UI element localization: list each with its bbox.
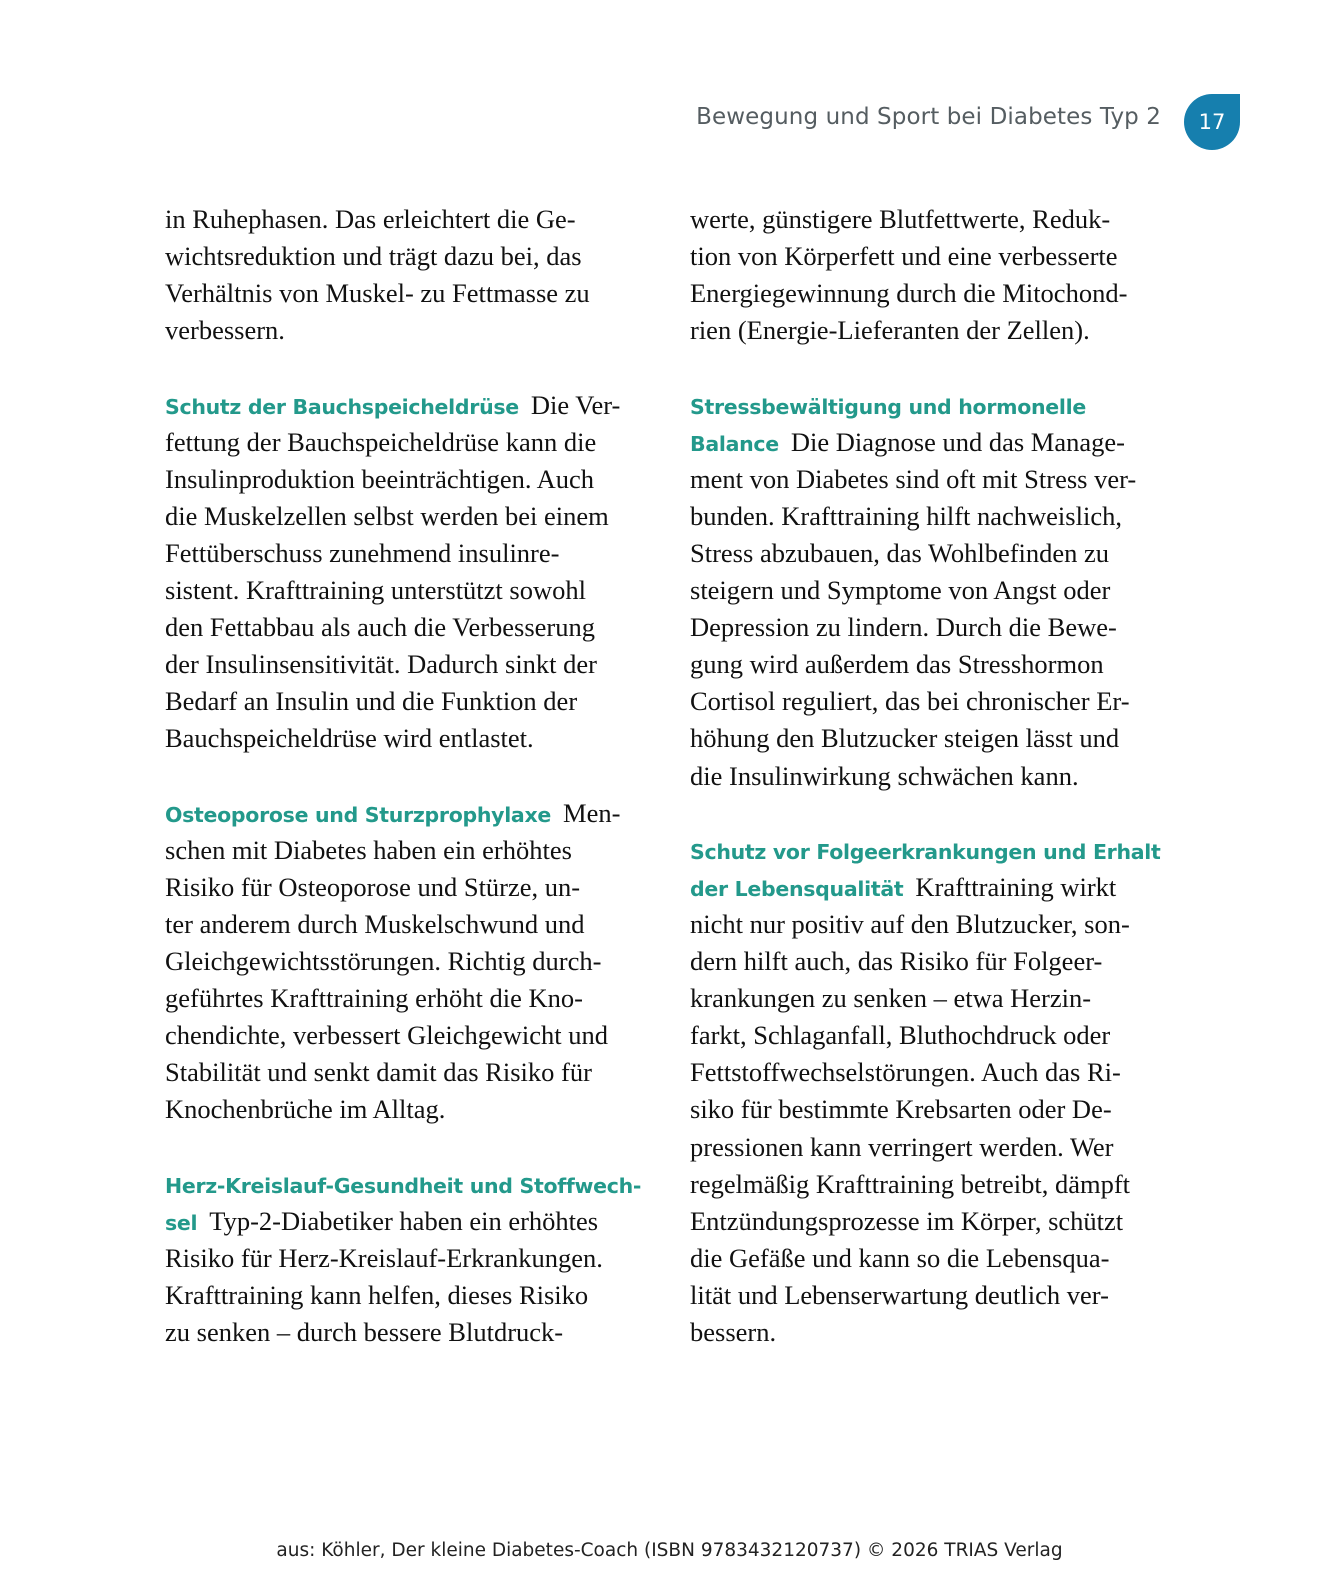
text-line — [690, 424, 1125, 461]
text-line — [690, 869, 1116, 906]
text-line — [165, 1054, 592, 1091]
text-line — [690, 609, 1117, 646]
text-line — [165, 498, 609, 535]
text-line — [165, 387, 620, 424]
body-text: tion von Körperfett und eine verbesserte — [690, 241, 1118, 272]
text-line — [165, 683, 577, 720]
body-text: Depression zu lindern. Durch die Bewe- — [690, 612, 1117, 643]
body-text: Cortisol reguliert, das bei chronischer Er- — [690, 686, 1130, 717]
text-line — [690, 387, 1098, 424]
body-text: Krafttraining wirkt — [915, 871, 1117, 902]
text-line — [690, 535, 1109, 572]
body-text: Risiko für Herz-Kreislauf-Erkrankungen. — [165, 1242, 603, 1273]
body-text: lität und Lebenserwartung deutlich ver- — [690, 1279, 1109, 1310]
text-line — [165, 535, 559, 572]
body-text: gung wird außerdem das Stresshormon — [690, 649, 1104, 680]
text-line — [165, 906, 584, 943]
body-text: verbessern. — [165, 315, 285, 346]
text-line — [165, 943, 601, 980]
body-text: steigern und Symptome von Angst oder — [690, 575, 1111, 605]
text-line — [165, 572, 586, 609]
body-text: den Fettabbau als auch die Verbesserung — [165, 612, 596, 643]
text-line — [690, 572, 1110, 609]
body-text: rien (Energie-Lieferanten der Zellen). — [690, 315, 1090, 346]
text-line — [165, 720, 534, 757]
text-line — [165, 609, 595, 646]
body-text: Risiko für Osteoporose und Stürze, un- — [165, 871, 581, 902]
body-text: Die Diagnose und das Manage- — [790, 426, 1125, 457]
section-heading: Herz-Kreislauf-Gesundheit und Stoffwech- — [165, 1173, 642, 1198]
running-header: Bewegung und Sport bei Diabetes Typ 2 — [696, 104, 1161, 130]
text-line — [690, 312, 1090, 349]
text-line — [165, 869, 580, 906]
text-line — [690, 1091, 1112, 1128]
body-text: Knochenbrüche im Alltag. — [165, 1094, 446, 1125]
body-text: Entzündungsprozesse im Körper, schützt — [690, 1205, 1124, 1236]
text-line — [165, 1166, 653, 1203]
body-text: krankungen zu senken – etwa Herzin- — [690, 983, 1092, 1014]
text-line — [165, 832, 572, 869]
text-line — [690, 758, 1079, 795]
text-line — [690, 683, 1130, 720]
body-text: bessern. — [690, 1317, 777, 1347]
body-text: geführtes Krafttraining erhöht die Kno- — [165, 983, 583, 1014]
body-text: dern hilft auch, das Risiko für Folgeer- — [690, 946, 1103, 976]
text-line — [165, 980, 583, 1017]
text-line — [690, 238, 1118, 275]
body-text: Krafttraining kann helfen, dieses Risiko — [165, 1279, 589, 1310]
text-line — [165, 312, 285, 349]
body-text: werte, günstigere Blutfettwerte, Reduk- — [690, 204, 1111, 234]
body-text: Fettstoffwechselstörungen. Auch das Ri- — [690, 1057, 1121, 1088]
section-heading: Schutz der Bauchspeicheldrüse — [165, 394, 519, 419]
text-line — [690, 1203, 1123, 1240]
text-line — [165, 1203, 598, 1240]
text-line — [690, 646, 1104, 683]
body-text: fettung der Bauchspeicheldrüse kann die — [165, 426, 597, 457]
text-line — [690, 1277, 1109, 1314]
body-text: Typ-2-Diabetiker haben ein erhöhtes — [209, 1205, 599, 1236]
body-text: Gleichgewichtsstörungen. Richtig durch- — [165, 946, 602, 976]
body-text: höhung den Blutzucker steigen lässt und — [690, 723, 1120, 754]
body-text: Die Ver- — [530, 389, 621, 420]
text-line — [690, 1166, 1130, 1203]
text-line — [690, 498, 1122, 535]
body-text: nicht nur positiv auf den Blutzucker, son- — [690, 908, 1130, 939]
body-text: Bauchspeicheldrüse wird entlastet. — [165, 723, 534, 754]
section-heading: Balance — [690, 431, 779, 456]
text-line — [690, 201, 1110, 238]
text-line — [165, 201, 576, 238]
section-heading: Schutz vor Folgeerkrankungen und Erhalt — [690, 839, 1161, 864]
body-text: der Insulinsensitivität. Dadurch sinkt der — [165, 649, 598, 680]
body-text: Stabilität und senkt damit das Risiko für — [165, 1057, 592, 1088]
body-text: regelmäßig Krafttraining betreibt, dämpft — [690, 1168, 1131, 1199]
body-text: die Gefäße und kann so die Lebensqua- — [690, 1242, 1110, 1273]
text-line — [690, 461, 1136, 498]
body-text: ment von Diabetes sind oft mit Stress ver- — [690, 463, 1137, 494]
body-text: siko für bestimmte Krebsarten oder De- — [690, 1094, 1112, 1125]
body-text: sistent. Krafttraining unterstützt sowohl — [165, 575, 586, 605]
text-line — [165, 646, 597, 683]
text-line — [165, 461, 594, 498]
text-line — [690, 832, 1173, 869]
text-line — [165, 1240, 603, 1277]
text-line — [690, 1054, 1121, 1091]
body-text: in Ruhephasen. Das erleichtert die Ge- — [165, 204, 576, 234]
text-line — [690, 275, 1127, 312]
text-line — [690, 1314, 776, 1351]
section-heading: Osteoporose und Sturzprophylaxe — [165, 802, 551, 827]
text-line — [165, 1277, 588, 1314]
body-text: wichtsreduktion und trägt dazu bei, das — [165, 241, 582, 272]
section-heading: der Lebensqualität — [690, 876, 904, 901]
body-text: farkt, Schlaganfall, Bluthochdruck oder — [690, 1020, 1111, 1051]
body-text: zu senken – durch bessere Blutdruck- — [165, 1317, 564, 1347]
text-line — [690, 980, 1091, 1017]
text-line — [690, 943, 1102, 980]
text-line — [690, 1129, 1113, 1166]
body-text: Energiegewinnung durch die Mitochond- — [690, 278, 1128, 309]
text-line — [690, 906, 1130, 943]
text-line — [165, 1091, 445, 1128]
footer-citation: aus: Köhler, Der kleine Diabetes-Coach (ISBN 9783432120737) © 2026 TRIAS Verlag — [276, 1540, 1063, 1561]
body-text: die Muskelzellen selbst werden bei einem — [165, 500, 609, 531]
text-line — [165, 275, 590, 312]
body-text: Bedarf an Insulin und die Funktion der — [165, 686, 578, 717]
text-line — [165, 424, 596, 461]
page-number-badge: 17 — [1184, 94, 1240, 150]
body-text: bunden. Krafttraining hilft nachweislich, — [690, 500, 1122, 531]
section-heading: Stressbewältigung und hormonelle — [690, 394, 1086, 419]
text-line — [165, 1017, 608, 1054]
text-line — [690, 1240, 1109, 1277]
body-text: ter anderem durch Muskelschwund und — [165, 908, 585, 939]
body-text: Men- — [563, 797, 621, 828]
body-text: die Insulinwirkung schwächen kann. — [690, 760, 1079, 791]
text-line — [690, 1017, 1110, 1054]
text-line — [165, 238, 582, 275]
body-text: chendichte, verbessert Gleichgewicht und — [165, 1020, 608, 1051]
body-text: Verhältnis von Muskel- zu Fettmasse zu — [165, 278, 590, 309]
body-text: Insulinproduktion beeinträchtigen. Auch — [165, 463, 595, 494]
body-text: Stress abzubauen, das Wohlbefinden zu — [690, 537, 1110, 568]
body-text: schen mit Diabetes haben ein erhöhtes — [165, 834, 572, 865]
body-text: pressionen kann verringert werden. Wer — [690, 1131, 1114, 1162]
section-heading: sel — [165, 1210, 198, 1235]
text-line — [165, 795, 620, 832]
body-text: Fettüberschuss zunehmend insulinre- — [165, 537, 560, 568]
text-line — [165, 1314, 563, 1351]
text-line — [690, 720, 1119, 757]
